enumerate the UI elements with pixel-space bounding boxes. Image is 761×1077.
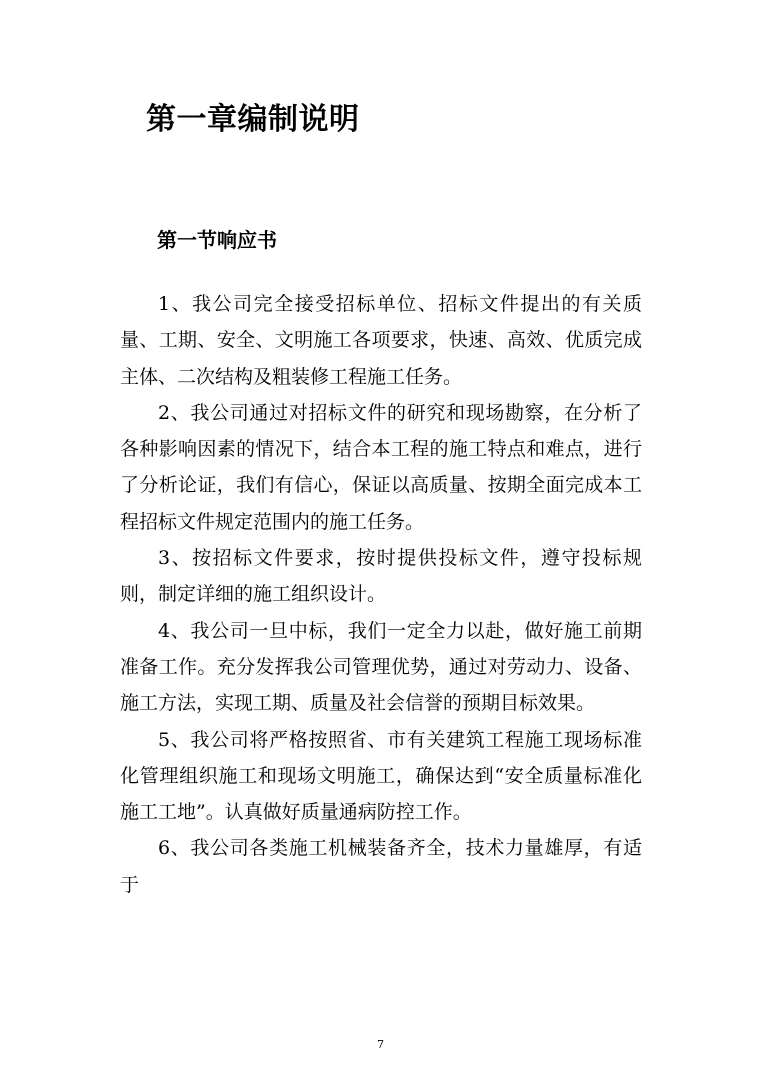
paragraph-5: 5、我公司将严格按照省、市有关建筑工程施工现场标准化管理组织施工和现场文明施工，确保达到“安全质量标准化施工工地”。认真做好质量通病防控工作。 [120,728,642,824]
chapter-title: 第一章编制说明 [146,102,360,137]
paragraph-2: 2、我公司通过对招标文件的研究和现场勘察，在分析了各种影响因素的情况下，结合本工程的施工特点和难点，进行了分析论证，我们有信心，保证以高质量、按期全面完成本工程招标文件规定范围内的施工任务。 [120,401,642,533]
paragraph-3: 3、按招标文件要求，按时提供投标文件，遵守投标规则，制定详细的施工组织设计。 [120,547,642,606]
paragraph-4: 4、我公司一旦中标，我们一定全力以赴，做好施工前期准备工作。充分发挥我公司管理优势，通过对劳动力、设备、施工方法，实现工期、质量及社会信誉的预期目标效果。 [120,619,642,715]
paragraph-1: 1、我公司完全接受招标单位、招标文件提出的有关质量、工期、安全、文明施工各项要求，快速、高效、优质完成主体、二次结构及粗装修工程施工任务。 [120,293,642,388]
paragraph-6: 6、我公司各类施工机械装备齐全，技术力量雄厚，有适于 [120,837,642,896]
page-number: 7 [377,1038,384,1051]
section-title: 第一节响应书 [157,228,277,252]
body-text [120,286,642,903]
